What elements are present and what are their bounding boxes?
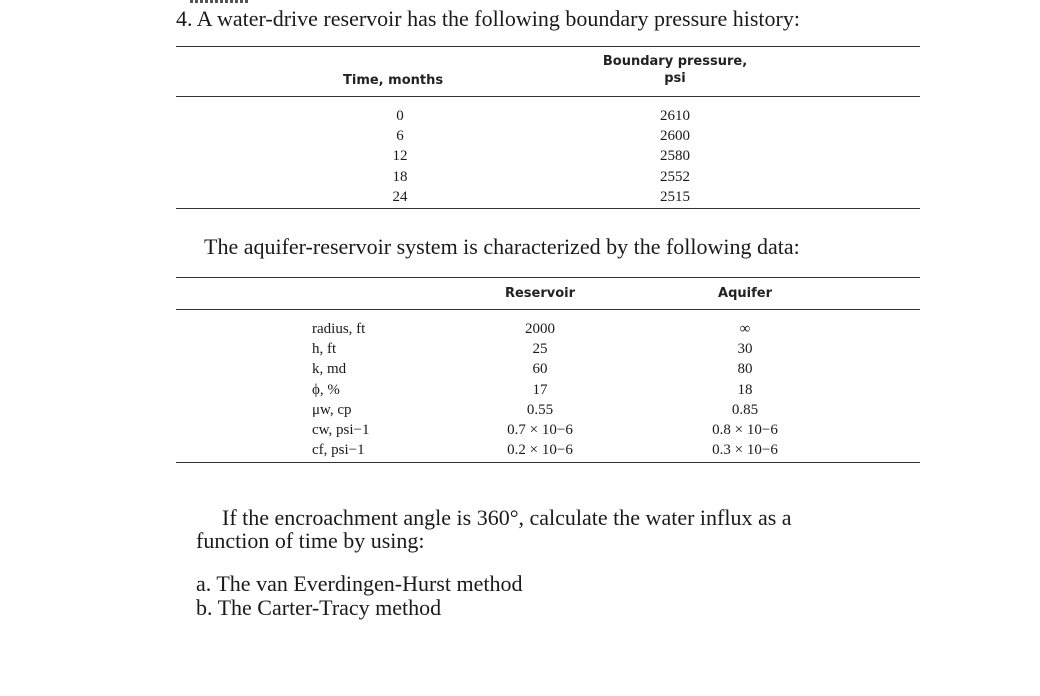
reservoir-value: 60 xyxy=(532,361,548,378)
reservoir-values-column xyxy=(470,319,610,460)
reservoir-value: 0.55 xyxy=(526,401,554,418)
parameter-label: cw, psi−1 xyxy=(312,422,370,439)
time-value: 18 xyxy=(392,168,408,185)
reservoir-value: 2000 xyxy=(525,321,555,337)
pressure-value: 2610 xyxy=(660,108,690,124)
parameter-label: k, md xyxy=(312,361,347,378)
pressure-values-column xyxy=(640,106,710,207)
pressure-header-line2: psi xyxy=(664,71,686,86)
parameter-label: cf, psi−1 xyxy=(312,442,365,459)
reservoir-value: 17 xyxy=(532,381,548,398)
aquifer-value: 0.3 × 10−6 xyxy=(712,442,778,459)
time-value: 6 xyxy=(396,128,404,145)
aquifer-value: 30 xyxy=(737,341,753,358)
time-value: 24 xyxy=(392,188,408,205)
table-header-rule xyxy=(176,309,920,310)
parameter-label: h, ft xyxy=(312,341,337,358)
time-value: 12 xyxy=(392,148,408,165)
method-a: a. The van Everdingen-Hurst method xyxy=(196,571,523,596)
aquifer-values-column xyxy=(675,319,815,460)
table-top-rule xyxy=(176,46,920,47)
parameter-labels-column xyxy=(312,319,462,460)
question-line-1: If the encroachment angle is 360°, calculate the water influx as a xyxy=(222,505,792,530)
problem-text: A water-drive reservoir has the following boundary pressure history: xyxy=(196,6,800,31)
table-bottom-rule xyxy=(176,208,920,209)
aquifer-value: 18 xyxy=(737,381,753,398)
reservoir-value: 25 xyxy=(532,341,548,358)
reservoir-value: 0.2 × 10−6 xyxy=(507,442,573,459)
pressure-header-line1: Boundary pressure, xyxy=(602,54,748,69)
parameter-label: radius, ft xyxy=(312,321,366,337)
pressure-value: 2580 xyxy=(660,148,690,165)
aquifer-value: 80 xyxy=(737,361,753,378)
parameter-label: μw, cp xyxy=(312,401,352,418)
time-values-column xyxy=(370,106,430,207)
clipped-text-fragment xyxy=(190,0,250,3)
time-column-header: Time, months xyxy=(343,73,444,88)
aquifer-value: ∞ xyxy=(739,321,751,337)
aquifer-value: 0.85 xyxy=(731,401,759,418)
parameter-label: ϕ, % xyxy=(312,381,340,398)
aquifer-value: 0.8 × 10−6 xyxy=(712,422,778,439)
pressure-column-header xyxy=(580,53,770,87)
problem-statement xyxy=(176,6,800,32)
pressure-value: 2552 xyxy=(660,168,690,185)
table-header-rule xyxy=(176,96,920,97)
pressure-value: 2600 xyxy=(660,128,690,145)
aquifer-column-header: Aquifer xyxy=(718,286,772,301)
pressure-value: 2515 xyxy=(660,188,690,205)
reservoir-column-header: Reservoir xyxy=(504,286,576,301)
method-b: b. The Carter-Tracy method xyxy=(196,595,442,620)
time-value: 0 xyxy=(396,108,404,124)
table-bottom-rule xyxy=(176,462,920,463)
aquifer-intro-text: The aquifer-reservoir system is characterized by the following data: xyxy=(204,234,800,259)
table-top-rule xyxy=(176,277,920,278)
question-line-2: function of time by using: xyxy=(196,528,425,553)
reservoir-value: 0.7 × 10−6 xyxy=(507,422,573,439)
problem-number: 4. xyxy=(176,6,193,31)
